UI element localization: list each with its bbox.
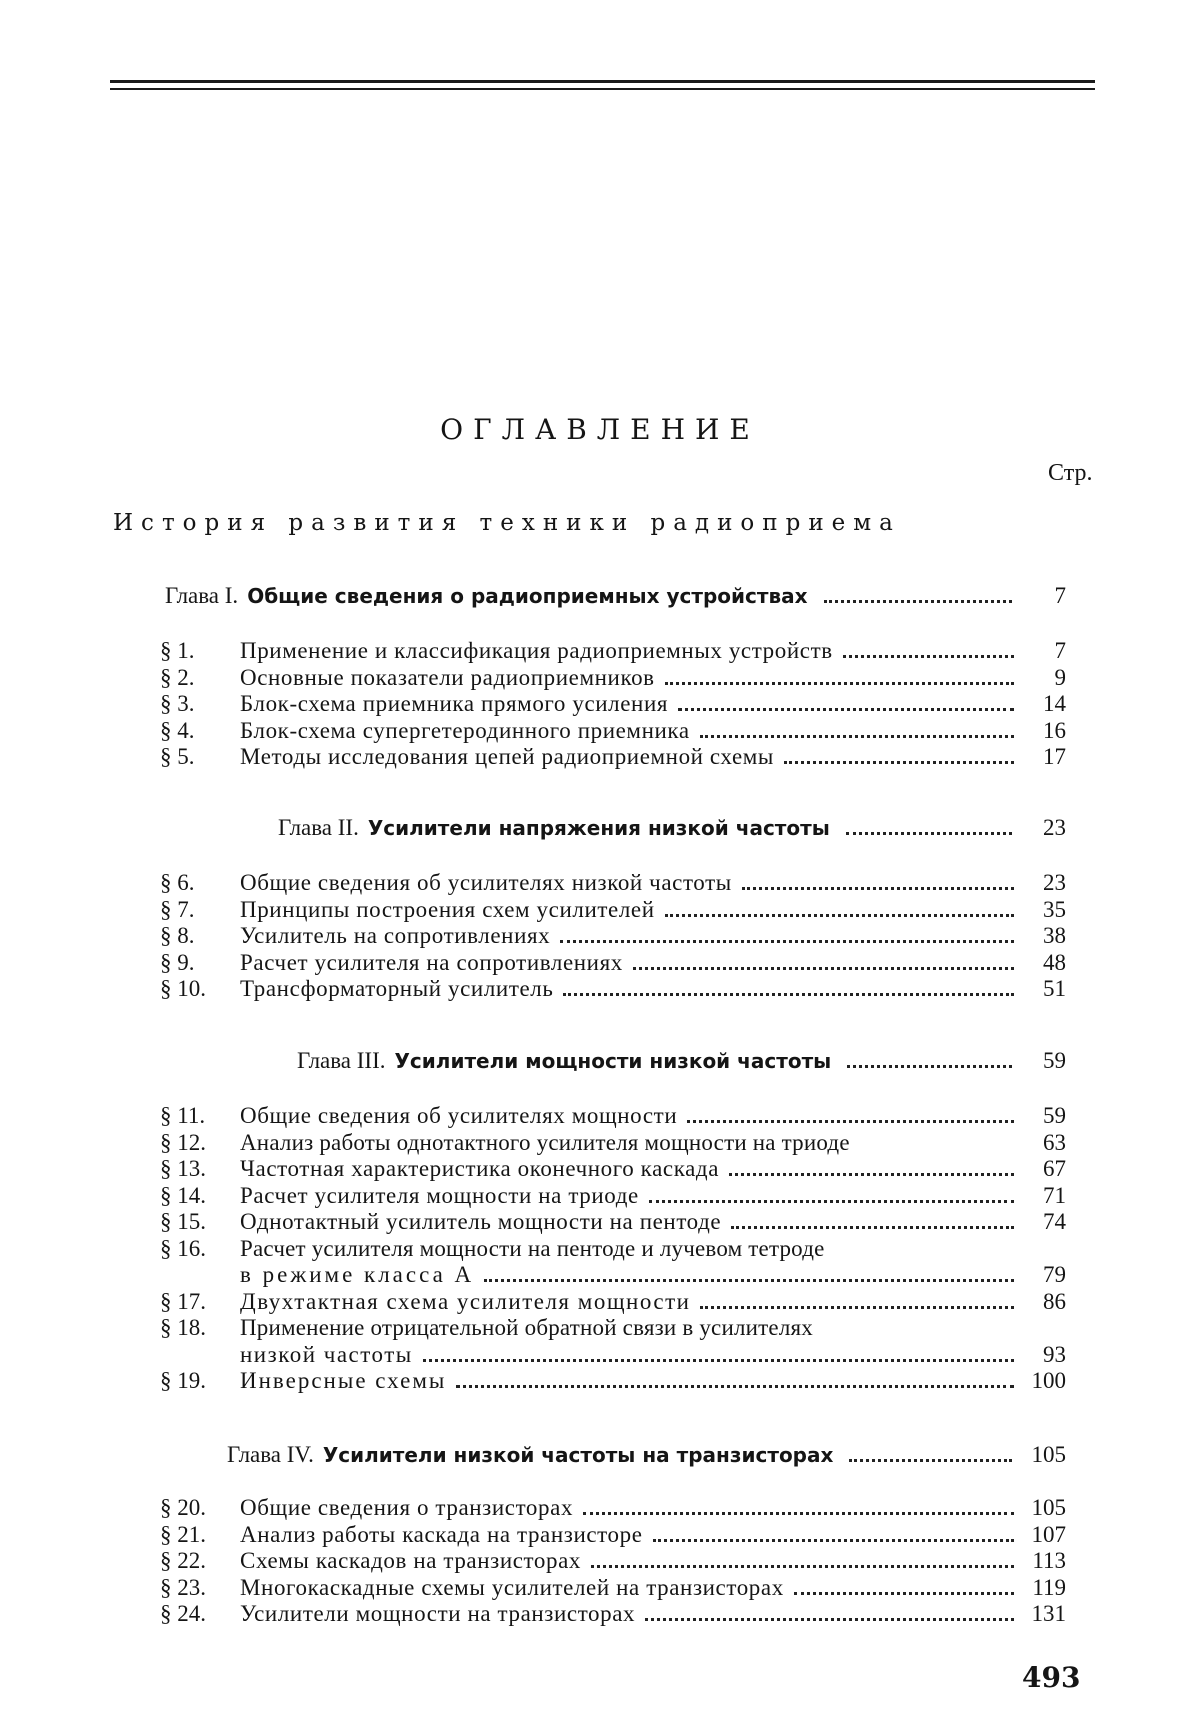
section-page: 107 — [1031, 1521, 1066, 1547]
top-rule — [110, 80, 1095, 83]
section-title: Двухтактная схема усилителя мощности — [240, 1288, 691, 1314]
dot-leader — [591, 1565, 1014, 1568]
chapter-4-sections — [160, 1495, 1066, 1628]
history-heading: История развития техники радиоприема — [113, 510, 901, 536]
section-number: § 14. — [160, 1182, 206, 1208]
toc-entry[interactable] — [160, 1601, 1066, 1628]
section-page: 105 — [1031, 1495, 1066, 1520]
section-number: § 15. — [160, 1209, 206, 1234]
toc-entry[interactable] — [160, 976, 1066, 1003]
toc-entry[interactable] — [160, 950, 1066, 977]
section-page: 35 — [1043, 896, 1066, 922]
dot-leader — [583, 1512, 1014, 1515]
section-page: 71 — [1043, 1182, 1066, 1208]
section-page: 86 — [1043, 1288, 1066, 1314]
page-number: 493 — [1022, 1661, 1081, 1694]
section-number: § 11. — [160, 1103, 206, 1128]
section-page: 7 — [1054, 638, 1066, 663]
section-number: § 9. — [160, 949, 195, 975]
section-page: 51 — [1043, 976, 1066, 1001]
section-title: Многокаскадные схемы усилителей на транзисторах — [240, 1574, 784, 1600]
toc-entry[interactable] — [160, 638, 1066, 665]
dot-leader — [687, 1120, 1014, 1123]
toc-entry[interactable] — [160, 1103, 1066, 1130]
chapter-label: Глава II. — [278, 815, 359, 840]
toc-entry[interactable] — [160, 923, 1066, 950]
section-number: § 20. — [160, 1495, 206, 1520]
page-title: ОГЛАВЛЕНИЕ — [440, 413, 760, 446]
section-number: § 23. — [160, 1574, 206, 1600]
dot-leader — [700, 1306, 1014, 1309]
section-title: Расчет усилителя мощности на триоде — [240, 1182, 639, 1208]
section-title: Трансформаторный усилитель — [240, 976, 554, 1001]
section-number: § 18. — [160, 1315, 206, 1340]
dot-leader — [649, 1200, 1014, 1203]
section-page: 119 — [1032, 1574, 1066, 1600]
page-column-header: Стр. — [1048, 460, 1093, 486]
section-number: § 7. — [160, 896, 195, 922]
section-number: § 19. — [160, 1368, 206, 1393]
chapter-title: Усилители мощности низкой частоты — [394, 1049, 832, 1073]
toc-entry[interactable] — [160, 1209, 1066, 1236]
toc-entry[interactable] — [160, 1289, 1066, 1316]
section-title: Принципы построения схем усилителей — [240, 896, 655, 922]
dot-leader — [742, 887, 1014, 890]
section-number: § 22. — [160, 1548, 206, 1573]
chapter-page: 23 — [1043, 815, 1066, 840]
toc-entry[interactable] — [160, 1495, 1066, 1522]
toc-entry[interactable] — [160, 1156, 1066, 1183]
section-title: Расчет усилителя мощности на пентоде и лучевом тетроде — [240, 1235, 825, 1261]
section-title: Применение отрицательной обратной связи в усилителях — [240, 1315, 813, 1340]
toc-entry[interactable] — [160, 1236, 1066, 1263]
section-page: 74 — [1043, 1209, 1066, 1234]
dot-leader — [794, 1592, 1014, 1595]
chapter-3-sections — [160, 1103, 1066, 1395]
chapter-1-sections — [160, 638, 1066, 771]
section-title: Усилители мощности на транзисторах — [240, 1601, 636, 1626]
section-page: 131 — [1031, 1601, 1066, 1626]
section-page: 9 — [1054, 664, 1066, 690]
section-title: Общие сведения об усилителях низкой частоты — [240, 870, 732, 895]
section-number: § 6. — [160, 870, 195, 895]
toc-entry-continuation[interactable] — [160, 1262, 1066, 1289]
section-page: 38 — [1043, 923, 1066, 948]
section-number: § 8. — [160, 923, 195, 948]
toc-entry[interactable] — [160, 1315, 1066, 1342]
section-page: 48 — [1043, 949, 1066, 975]
toc-entry[interactable] — [160, 1575, 1066, 1602]
section-title-continued: низкой частоты — [240, 1341, 413, 1367]
section-number: § 4. — [160, 717, 195, 743]
section-number: § 1. — [160, 638, 195, 663]
section-number: § 10. — [160, 976, 206, 1001]
chapter-4-heading[interactable] — [227, 1442, 1066, 1468]
section-title: Основные показатели радиоприемников — [240, 664, 655, 690]
section-number: § 5. — [160, 744, 195, 769]
section-title: Усилитель на сопротивлениях — [240, 923, 551, 948]
dot-leader — [843, 655, 1014, 658]
section-page: 93 — [1043, 1341, 1066, 1367]
dot-leader — [560, 940, 1014, 943]
dot-leader — [456, 1385, 1014, 1388]
toc-entry[interactable] — [160, 691, 1066, 718]
section-title: Анализ работы однотактного усилителя мощности на триоде — [240, 1129, 850, 1155]
section-title: Расчет усилителя на сопротивлениях — [240, 949, 623, 975]
dot-leader — [665, 914, 1014, 917]
dot-leader — [665, 682, 1014, 685]
dot-leader — [678, 708, 1014, 711]
dot-leader — [849, 1459, 1012, 1462]
section-page: 63 — [1043, 1129, 1066, 1155]
dot-leader — [645, 1618, 1014, 1621]
section-title: Общие сведения об усилителях мощности — [240, 1103, 678, 1128]
section-title-continued: в режиме класса А — [240, 1262, 475, 1287]
section-number: § 21. — [160, 1521, 206, 1547]
toc-entry[interactable] — [160, 1130, 1066, 1157]
dot-leader — [484, 1279, 1014, 1282]
chapter-title: Усилители низкой частоты на транзисторах — [322, 1443, 834, 1467]
dot-leader — [729, 1173, 1014, 1176]
section-page: 67 — [1043, 1156, 1066, 1181]
toc-entry[interactable] — [160, 1522, 1066, 1549]
section-title: Блок-схема супергетеродинного приемника — [240, 717, 690, 743]
dot-leader — [563, 993, 1014, 996]
dot-leader — [633, 967, 1014, 970]
dot-leader — [653, 1539, 1014, 1542]
toc-entry[interactable] — [160, 870, 1066, 897]
chapter-label: Глава I. — [165, 583, 239, 608]
section-page: 17 — [1043, 744, 1066, 769]
section-page: 59 — [1043, 1103, 1066, 1128]
chapter-1-heading[interactable] — [165, 583, 1066, 609]
section-number: § 24. — [160, 1601, 206, 1626]
section-number: § 17. — [160, 1288, 206, 1314]
section-number: § 13. — [160, 1156, 206, 1181]
section-page: 16 — [1043, 717, 1066, 743]
dot-leader — [824, 600, 1012, 603]
dot-leader — [847, 1065, 1012, 1068]
dot-leader — [423, 1359, 1014, 1362]
section-page: 23 — [1043, 870, 1066, 895]
section-title: Общие сведения о транзисторах — [240, 1495, 574, 1520]
section-title: Схемы каскадов на транзисторах — [240, 1548, 581, 1573]
top-rule-thin — [110, 88, 1095, 90]
section-page: 79 — [1043, 1262, 1066, 1287]
chapter-page: 7 — [1054, 583, 1066, 608]
chapter-title: Общие сведения о радиоприемных устройствах — [247, 584, 808, 608]
toc-entry[interactable] — [160, 718, 1066, 745]
section-title: Методы исследования цепей радиоприемной схемы — [240, 744, 774, 769]
section-number: § 3. — [160, 691, 195, 716]
chapter-page: 105 — [1031, 1442, 1066, 1467]
toc-entry[interactable] — [160, 1183, 1066, 1210]
section-title: Однотактный усилитель мощности на пентоде — [240, 1209, 722, 1234]
section-page: 100 — [1031, 1368, 1066, 1393]
dot-leader — [731, 1226, 1014, 1229]
section-number: § 16. — [160, 1235, 206, 1261]
toc-entry[interactable] — [160, 744, 1066, 771]
section-page: 14 — [1043, 691, 1066, 716]
section-page: 113 — [1032, 1548, 1066, 1573]
section-number: § 12. — [160, 1129, 206, 1155]
chapter-label: Глава IV. — [227, 1442, 314, 1467]
dot-leader — [700, 735, 1014, 738]
chapter-2-heading[interactable] — [278, 815, 1066, 841]
chapter-label: Глава III. — [297, 1048, 386, 1073]
dot-leader — [846, 832, 1012, 835]
chapter-page: 59 — [1043, 1048, 1066, 1073]
toc-entry[interactable] — [160, 1368, 1066, 1395]
section-title: Инверсные схемы — [240, 1368, 447, 1393]
section-title: Анализ работы каскада на транзисторе — [240, 1521, 643, 1547]
section-title: Применение и классификация радиоприемных устройств — [240, 638, 833, 663]
dot-leader — [784, 761, 1014, 764]
toc-entry[interactable] — [160, 897, 1066, 924]
chapter-2-sections — [160, 870, 1066, 1003]
section-title: Частотная характеристика оконечного каскада — [240, 1156, 720, 1181]
section-number: § 2. — [160, 664, 195, 690]
chapter-title: Усилители напряжения низкой частоты — [367, 816, 830, 840]
chapter-3-heading[interactable] — [297, 1048, 1066, 1074]
toc-entry[interactable] — [160, 1548, 1066, 1575]
section-title: Блок-схема приемника прямого усиления — [240, 691, 669, 716]
toc-entry[interactable] — [160, 665, 1066, 692]
toc-entry-continuation[interactable] — [160, 1342, 1066, 1369]
